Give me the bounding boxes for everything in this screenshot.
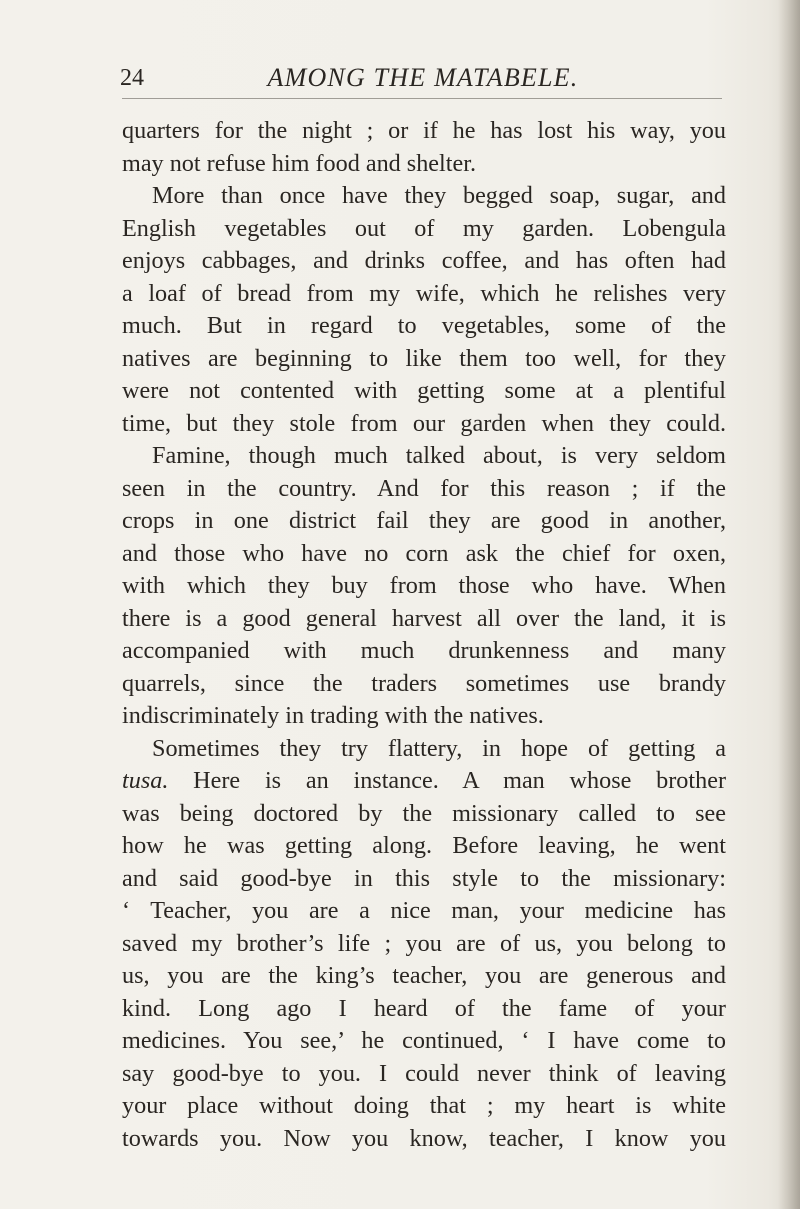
text-line: natives are beginning to like them too well, for they: [122, 344, 726, 372]
text-line: Sometimes they try flattery, in hope of getting a: [152, 734, 726, 762]
text-line: medicines. You see,’ he continued, ‘ I have come to: [122, 1027, 726, 1054]
text-line: with which they buy from those who have. When: [122, 572, 726, 599]
text-line: your place without doing that ; my heart is white: [122, 1092, 726, 1119]
text-line: crops in one district fail they are good in another,: [122, 507, 726, 534]
italic-word: tusa.: [122, 767, 169, 794]
text-line: ‘ Teacher, you are a nice man, your medicine has: [122, 897, 726, 924]
text-line: and those who have no corn ask the chief for oxen,: [122, 539, 726, 567]
text-line: a loaf of bread from my wife, which he relishes very: [122, 279, 726, 307]
text-line: and said good-bye in this style to the missionary:: [122, 864, 726, 892]
page-edge-shadow: [778, 0, 800, 1209]
text-line: how he was getting along. Before leaving, he went: [122, 832, 726, 859]
text-line: say good-bye to you. I could never think of leaving: [122, 1059, 726, 1087]
text-line: was being doctored by the missionary called to see: [122, 799, 726, 827]
text-line: towards you. Now you know, teacher, I know you: [122, 1124, 726, 1152]
text-line: there is a good general harvest all over the land, it is: [122, 604, 726, 632]
text-line: saved my brother’s life ; you are of us, you belong to: [122, 929, 726, 957]
text-line: quarrels, since the traders sometimes use brandy: [122, 669, 726, 697]
text-line: kind. Long ago I heard of the fame of your: [122, 994, 726, 1022]
text-line: English vegetables out of my garden. Lobengula: [122, 214, 726, 242]
running-title: AMONG THE MATABELE.: [267, 63, 579, 92]
text-line: accompanied with much drunkenness and many: [122, 637, 726, 664]
line-rest: Here is an instance. A man whose brother: [168, 767, 726, 794]
text-line: much. But in regard to vegetables, some of the: [122, 312, 726, 339]
text-line: us, you are the king’s teacher, you are generous and: [122, 962, 726, 989]
text-line: [122, 765, 726, 798]
text-line: More than once have they begged soap, sugar, and: [152, 182, 726, 209]
text-line: indiscriminately in trading with the natives.: [122, 702, 544, 729]
header-rule: [122, 98, 722, 99]
text-line: enjoys cabbages, and drinks coffee, and has often had: [122, 247, 726, 274]
text-line: seen in the country. And for this reason ; if the: [122, 474, 726, 502]
text-line: were not contented with getting some at a plentiful: [122, 377, 726, 404]
text-line: time, but they stole from our garden when they could.: [122, 409, 726, 437]
text-line: Famine, though much talked about, is very seldom: [152, 442, 726, 469]
body-text: [122, 115, 726, 1155]
page-header: [120, 64, 726, 98]
page-number: 24: [120, 65, 144, 91]
text-line: quarters for the night ; or if he has lost his way, you: [122, 117, 726, 144]
text-line: may not refuse him food and shelter.: [122, 149, 476, 177]
